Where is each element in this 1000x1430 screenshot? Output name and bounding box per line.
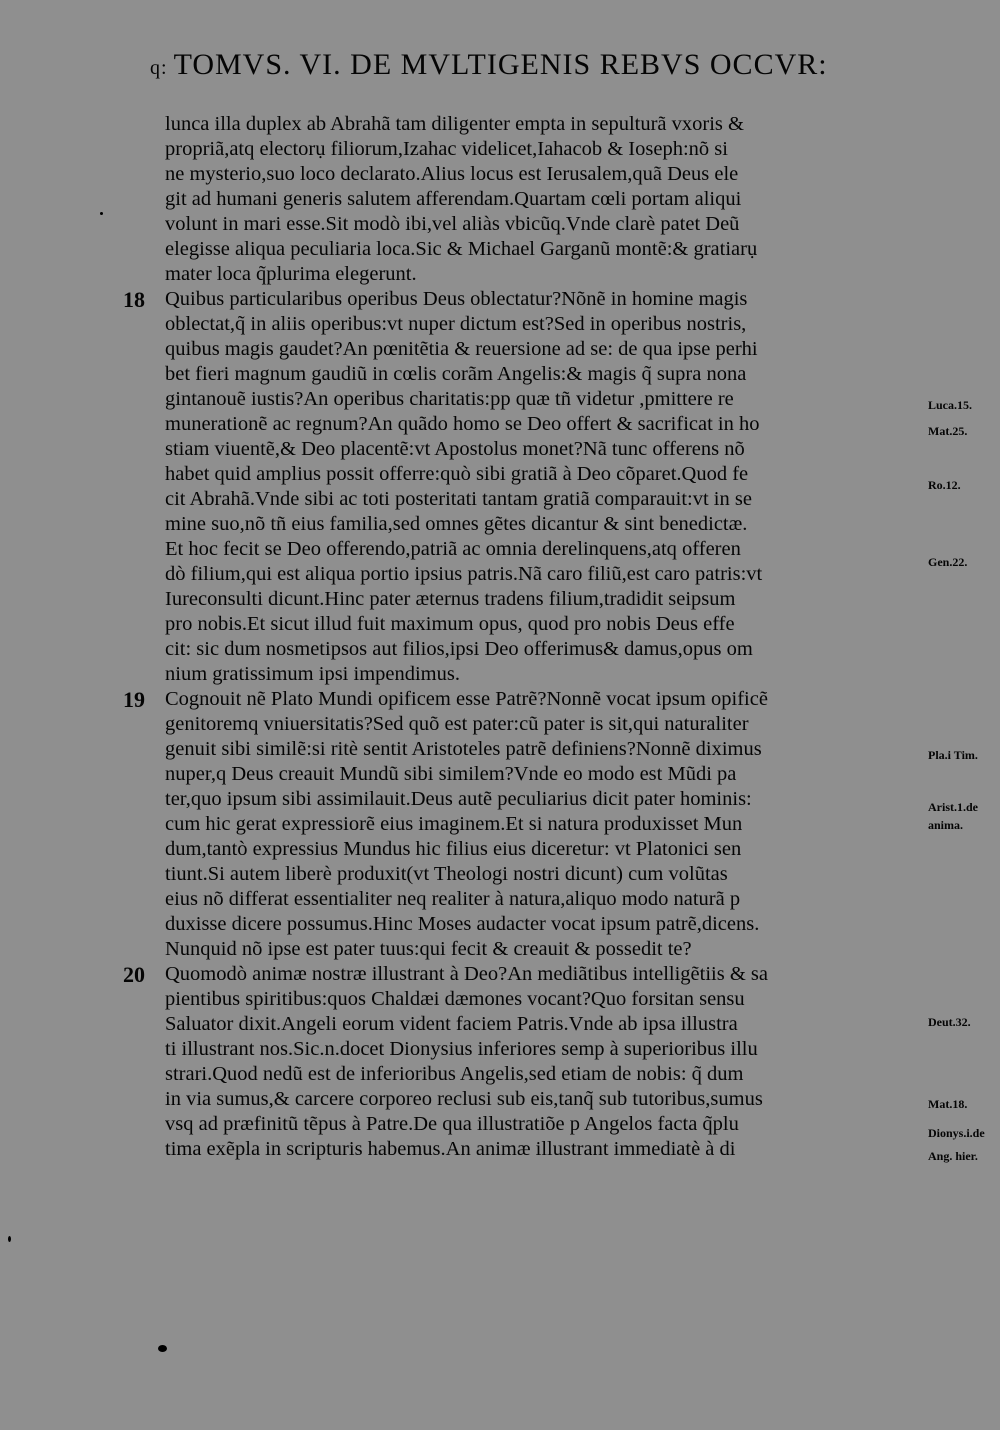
text-line: eius nõ differat essentialiter neq realiter à natura,aliquo modo naturã p bbox=[165, 888, 741, 910]
text-line: genuit sibi similẽ:si ritè sentit Aristoteles patrẽ definiens?Nonnẽ diximus bbox=[165, 738, 762, 760]
text-line: volunt in mari esse.Sit modò ibi,vel aliàs vbicũq.Vnde clarè patet Deũ bbox=[165, 213, 740, 235]
text-line: ter,quo ipsum sibi assimilauit.Deus autẽ peculiarius dicit pater hominis: bbox=[165, 788, 752, 810]
text-line: pientibus spiritibus:quos Chaldæi dæmones vocant?Quo forsitan sensu bbox=[165, 988, 745, 1010]
text-line: git ad humani generis salutem afferendam.Quartam cœli portam aliqui bbox=[165, 188, 742, 210]
ink-speck bbox=[158, 1345, 167, 1352]
text-line: habet quid amplius possit offerre:quò sibi gratiã à Deo cõparet.Quod fe bbox=[165, 463, 749, 485]
paragraph-number: 19 bbox=[123, 687, 145, 712]
margin-note-luca: Luca.15. bbox=[928, 398, 973, 412]
text-line: tima exẽpla in scripturis habemus.An animæ illustrant immediatè à di bbox=[165, 1138, 736, 1160]
ink-speck bbox=[100, 212, 103, 215]
text-line: Cognouit nẽ Plato Mundi opificem esse Patrẽ?Nonnẽ vocat ipsum opificẽ bbox=[165, 688, 768, 710]
text-line: Et hoc fecit se Deo offerendo,patriã ac omnia derelinquens,atq offeren bbox=[165, 538, 741, 560]
paragraph-19 bbox=[123, 687, 900, 962]
text-line: stiam viuentẽ,& Deo placentẽ:vt Apostolus monet?Nã tunc offerens nõ bbox=[165, 438, 745, 460]
text-line: gintanouẽ iustis?An operibus charitatis:pp quæ tñ videtur ,pmittere re bbox=[165, 388, 734, 410]
main-text bbox=[123, 112, 900, 1162]
paragraph-18 bbox=[123, 287, 900, 687]
paragraph-20 bbox=[123, 962, 900, 1162]
text-line: ti illustrant nos.Sic.n.docet Dionysius inferiores semp à superioribus illu bbox=[165, 1038, 758, 1060]
margin-note-dionys: Dionys.i.de bbox=[928, 1126, 985, 1140]
text-line: oblectat,q̃ in aliis operibus:vt nuper dictum est?Sed in operibus nostris, bbox=[165, 313, 747, 335]
margin-note-anima: anima. bbox=[928, 818, 964, 832]
text-line: pro nobis.Et sicut illud fuit maximum opus, quod pro nobis Deus effe bbox=[165, 613, 735, 635]
margin-note-gen22: Gen.22. bbox=[928, 555, 968, 569]
margin-note-mat18: Mat.18. bbox=[928, 1097, 968, 1111]
margin-note-mat25: Mat.25. bbox=[928, 424, 968, 438]
text-line: munerationẽ ac regnum?An quãdo homo se Deo offert & sacrificat in ho bbox=[165, 413, 760, 435]
ink-speck bbox=[8, 1236, 11, 1242]
text-line: nium gratissimum ipsi impendimus. bbox=[165, 663, 460, 685]
paragraph-17-end bbox=[165, 112, 900, 287]
text-line: cum hic gerat expressiorẽ eius imaginem.Et si natura produxisset Mun bbox=[165, 813, 743, 835]
text-line: Quomodò animæ nostræ illustrant à Deo?An mediãtibus intelligẽtiis & sa bbox=[165, 963, 768, 985]
text-line: genitoremq vniuersitatis?Sed quõ est pater:cũ pater is sit,qui naturaliter bbox=[165, 713, 749, 735]
text-line: Iureconsulti dicunt.Hinc pater æternus tradens filium,tradidit seipsum bbox=[165, 588, 736, 610]
margin-note-deut32: Deut.32. bbox=[928, 1015, 971, 1029]
text-line: cit Abrahã.Vnde sibi ac toti posteritati tantam gratiã comparauit:vt in se bbox=[165, 488, 752, 510]
text-line: ne mysterio,suo loco declarato.Alius locus est Ierusalem,quã Deus ele bbox=[165, 163, 739, 185]
header-title: TOMVS. VI. DE MVLTIGENIS REBVS OCCVR: bbox=[173, 48, 828, 81]
header-mark: q: bbox=[150, 57, 168, 79]
margin-note-ro12: Ro.12. bbox=[928, 478, 961, 492]
text-line: strari.Quod nedũ est de inferioribus Angelis,sed etiam de nobis: q̃ dum bbox=[165, 1063, 744, 1085]
text-line: cit: sic dum nosmetipsos aut filios,ipsi Deo offerimus& damus,opus om bbox=[165, 638, 753, 660]
paragraph-number: 18 bbox=[123, 287, 145, 312]
text-line: tiunt.Si autem liberè produxit(vt Theologi nostri dicunt) cum volũtas bbox=[165, 863, 728, 885]
text-line: in via sumus,& carcere corporeo reclusi sub eis,tanq̃ sub tutoribus,sumus bbox=[165, 1088, 763, 1110]
text-line: bet fieri magnum gaudiũ in cœlis corãm Angelis:& magis q̃ supra nona bbox=[165, 363, 747, 385]
running-header bbox=[150, 48, 910, 82]
margin-note-anghier: Ang. hier. bbox=[928, 1149, 978, 1163]
text-line: Quibus particularibus operibus Deus oblectatur?Nõnẽ in homine magis bbox=[165, 288, 748, 310]
text-line: vsq ad præfinitũ tẽpus à Patre.De qua illustratiõe p Angelos facta q̃plu bbox=[165, 1113, 739, 1135]
margin-note-arist: Arist.1.de bbox=[928, 800, 978, 814]
text-line: quibus magis gaudet?An pœnitẽtia & reuersione ad se: de qua ipse perhi bbox=[165, 338, 758, 360]
text-line: nuper,q Deus creauit Mundũ sibi similem?Vnde eo modo est Mũdi pa bbox=[165, 763, 737, 785]
text-line: dum,tantò expressius Mundus hic filius eius diceretur: vt Platonici sen bbox=[165, 838, 742, 860]
text-line: mine suo,nõ tñ eius familia,sed omnes gẽtes dicantur & sint benedictæ. bbox=[165, 513, 748, 535]
text-line: lunca illa duplex ab Abrahã tam diligenter empta in sepulturã vxoris & bbox=[165, 113, 744, 135]
text-line: Saluator dixit.Angeli eorum vident faciem Patris.Vnde ab ipsa illustra bbox=[165, 1013, 738, 1035]
text-line: Nunquid nõ ipse est pater tuus:qui fecit & creauit & possedit te? bbox=[165, 938, 692, 960]
text-line: dò filium,qui est aliqua portio ipsius patris.Nã caro filiũ,est caro patris:vt bbox=[165, 563, 763, 585]
paragraph-number: 20 bbox=[123, 962, 145, 987]
margin-note-platim: Pla.i Tim. bbox=[928, 748, 978, 762]
text-line: propriã,atq electorụ filiorum,Izahac videlicet,Iahacob & Ioseph:nõ si bbox=[165, 138, 728, 160]
text-line: duxisse dicere possumus.Hinc Moses audacter vocat ipsum patrẽ,dicens. bbox=[165, 913, 760, 935]
text-line: elegisse aliqua peculiaria loca.Sic & Michael Garganũ montẽ:& gratiarụ bbox=[165, 238, 758, 260]
text-line: mater loca q̃plurima elegerunt. bbox=[165, 263, 417, 285]
